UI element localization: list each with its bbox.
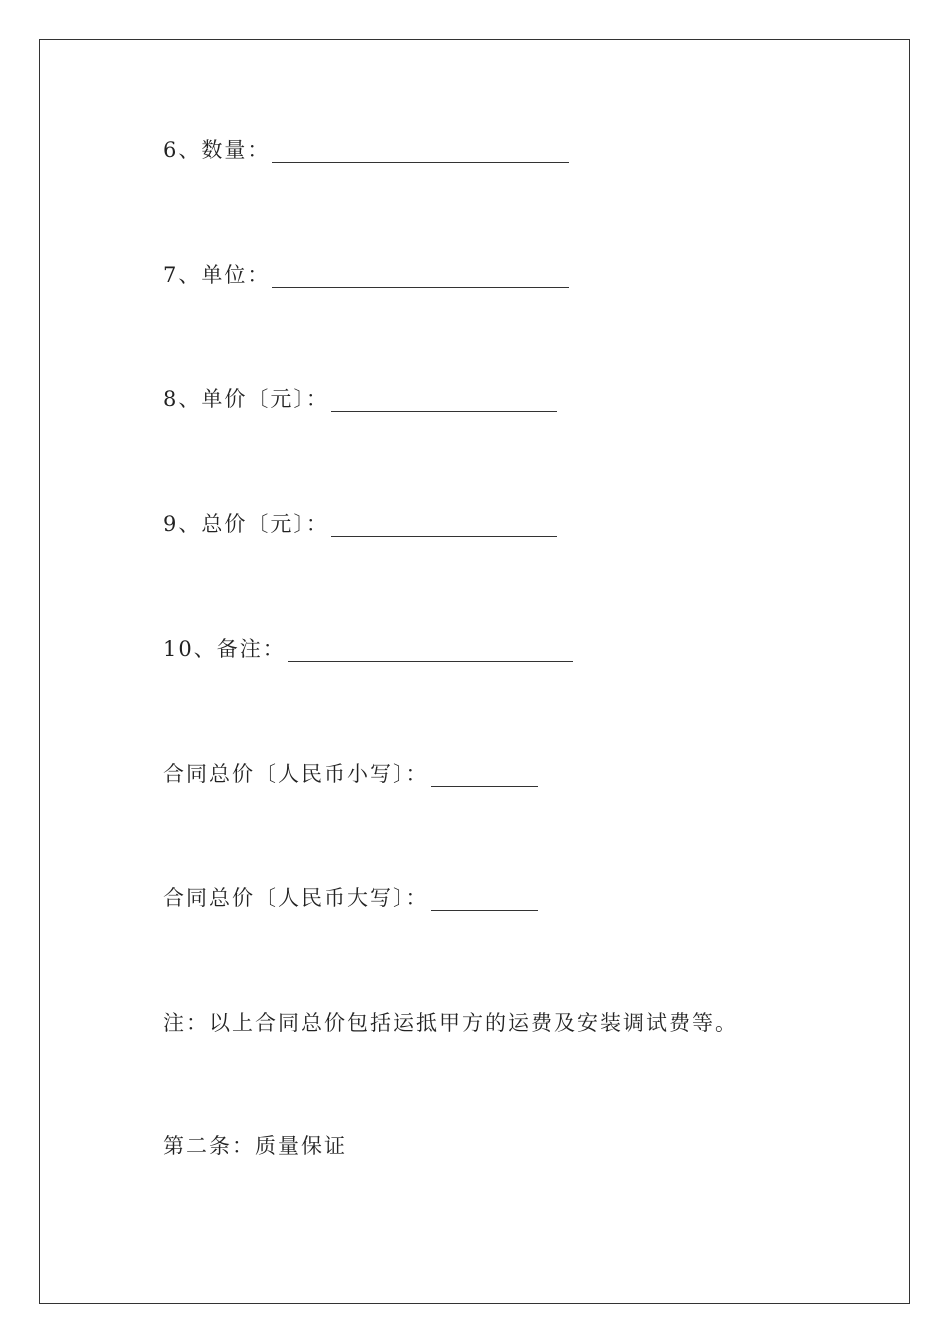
field-contract-total-lowercase-label: 合同总价〔人民币小写〕：: [163, 762, 429, 786]
field-remarks: [163, 636, 573, 662]
field-unit-price-label: 8、单价〔元〕：: [163, 387, 329, 411]
field-unit-label: 7、单位：: [163, 263, 271, 287]
field-total-price-blank[interactable]: [331, 516, 557, 537]
field-unit-price: [163, 386, 557, 412]
field-quantity: [163, 137, 569, 163]
field-quantity-label: 6、数量：: [163, 138, 271, 162]
field-total-price-label: 9、总价〔元〕：: [163, 512, 329, 536]
field-contract-total-uppercase: [163, 885, 538, 911]
field-contract-total-lowercase: [163, 761, 538, 787]
field-remarks-blank[interactable]: [288, 641, 573, 662]
field-quantity-blank[interactable]: [272, 142, 569, 163]
field-contract-total-uppercase-label: 合同总价〔人民币大写〕：: [163, 886, 429, 910]
section-heading: [163, 1133, 347, 1159]
field-unit-price-blank[interactable]: [331, 391, 557, 412]
page-frame: [39, 39, 910, 1304]
field-contract-total-uppercase-blank[interactable]: [431, 890, 538, 911]
field-remarks-label: 10、备注：: [163, 637, 286, 661]
field-unit-blank[interactable]: [272, 267, 569, 288]
note-paragraph: [163, 1010, 738, 1036]
field-total-price: [163, 511, 557, 537]
field-contract-total-lowercase-blank[interactable]: [431, 766, 538, 787]
section-heading-text: 第二条：质量保证: [163, 1134, 347, 1158]
field-unit: [163, 262, 569, 288]
note-text: 注：以上合同总价包括运抵甲方的运费及安装调试费等。: [163, 1011, 738, 1035]
